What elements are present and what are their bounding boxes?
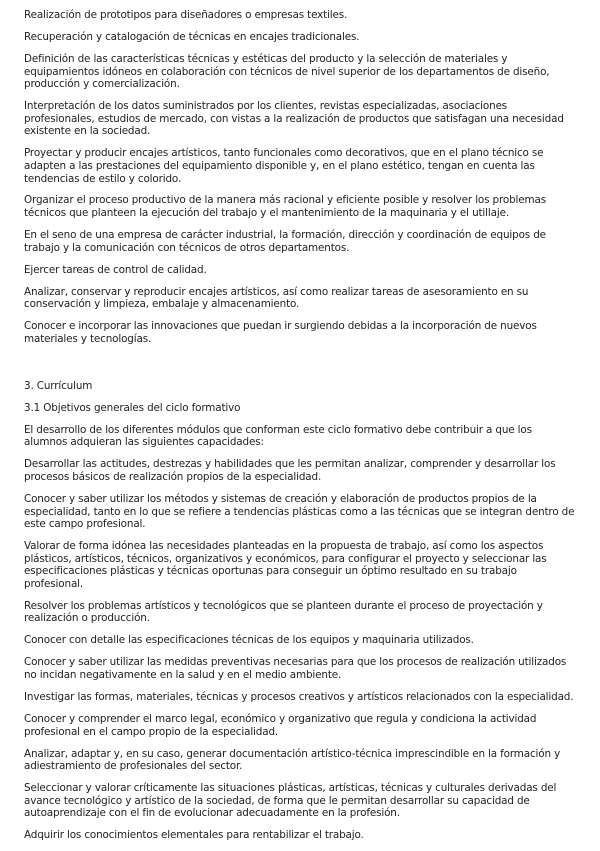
list-item: Recuperación y catalogación de técnicas en encajes tradicionales.	[24, 30, 360, 43]
list-item: Conocer y saber utilizar los métodos y sistemas de creación y elaboración de productos propios de la especialidad, tanto en lo que se refiere a tendencias plásticas como a las técnicas que se integran dentro de este campo profesional.	[24, 492, 575, 531]
list-item: Definición de las características técnicas y estéticas del producto y la selección de materiales y equipamientos idóneos en colaboración con técnicos de nivel superior de los departamentos de diseño, producción y comercialización.	[24, 52, 550, 91]
section-spacer	[24, 355, 576, 380]
list-item: Adquirir los conocimientos elementales para rentabilizar el trabajo.	[24, 829, 364, 842]
list-item: Ejercer tareas de control de calidad.	[24, 263, 207, 276]
list-item: Analizar, adaptar y, en su caso, generar documentación artístico-técnica imprescindible en la formación y adiestramiento de profesionales del sector.	[24, 747, 561, 773]
list-item: Proyectar y producir encajes artísticos, tanto funcionales como decorativos, que en el plano técnico se adapten a las prestaciones del equipamiento disponible y, en el plano estético, tengan en cuenta las tendencias de estilo y colorido.	[24, 147, 544, 185]
profile-list	[24, 9, 576, 345]
list-item: Seleccionar y valorar críticamente las situaciones plásticas, artísticas, técnicas y culturales derivadas del avance tecnológico y artístico de la sociedad, de forma que le permitan desarrollar su capacidad de autoaprendizaje con el fin de evolucionar adecuadamente en la profesión.	[24, 782, 557, 820]
list-item: Interpretación de los datos suministrados por los clientes, revistas especializadas, asociaciones profesionales, estudios de mercado, con vistas a la realización de productos que satisfagan una necesidad existente en la sociedad.	[24, 100, 564, 138]
list-item: Analizar, conservar y reproducir encajes artísticos, así como realizar tareas de asesoramiento en su conservación y limpieza, embalaje y almacenamiento.	[24, 285, 529, 311]
subsection-heading: 3.1 Objetivos generales del ciclo formativo	[24, 401, 241, 414]
list-item: Conocer y comprender el marco legal, económico y organizativo que regula y condiciona la actividad profesional en el campo propio de la especialidad.	[24, 712, 537, 738]
list-item: En el seno de una empresa de carácter industrial, la formación, dirección y coordinación de equipos de trabajo y la comunicación con técnicos de otros departamentos.	[24, 229, 546, 254]
list-item: Desarrollar las actitudes, destrezas y habilidades que les permitan analizar, comprender y desarrollar los procesos básicos de realización propios de la especialidad.	[24, 458, 556, 483]
list-item: Realización de prototipos para diseñadores o empresas textiles.	[24, 9, 348, 21]
list-item: Conocer con detalle las especificaciones técnicas de los equipos y maquinaria utilizados.	[24, 634, 474, 647]
list-item: Resolver los problemas artísticos y tecnológicos que se planteen durante el proceso de proyectación y realización o producción.	[24, 599, 543, 625]
intro-paragraph: El desarrollo de los diferentes módulos que conforman este ciclo formativo debe contribuir a que los alumnos adquieran las siguientes capacidades:	[24, 423, 532, 449]
list-item: Conocer e incorporar las innovaciones que puedan ir surgiendo debidas a la incorporación de nuevos materiales y tecnologías.	[24, 320, 537, 345]
document-body	[24, 9, 576, 851]
section-heading: 3. Currículum	[24, 379, 93, 392]
list-item: Organizar el proceso productivo de la manera más racional y eficiente posible y resolver los problemas técnicos que planteen la ejecución del trabajo y el mantenimiento de la maquinaria y el utillaje.	[24, 194, 546, 220]
objectives-list	[24, 458, 576, 842]
list-item: Investigar las formas, materiales, técnicas y procesos creativos y artísticos relacionados con la especialidad.	[24, 690, 574, 703]
list-item: Conocer y saber utilizar las medidas preventivas necesarias para que los procesos de realización utilizados no incidan negativamente en la salud y en el medio ambiente.	[24, 656, 567, 681]
list-item: Valorar de forma idónea las necesidades planteadas en la propuesta de trabajo, así como los aspectos plásticos, artísticos, técnicos, organizativos y económicos, para configurar el proyecto y seleccionar las especificaciones plásticas y técnicas oportunas para conseguir un óptimo resultado en su trabajo profesional.	[24, 540, 547, 590]
